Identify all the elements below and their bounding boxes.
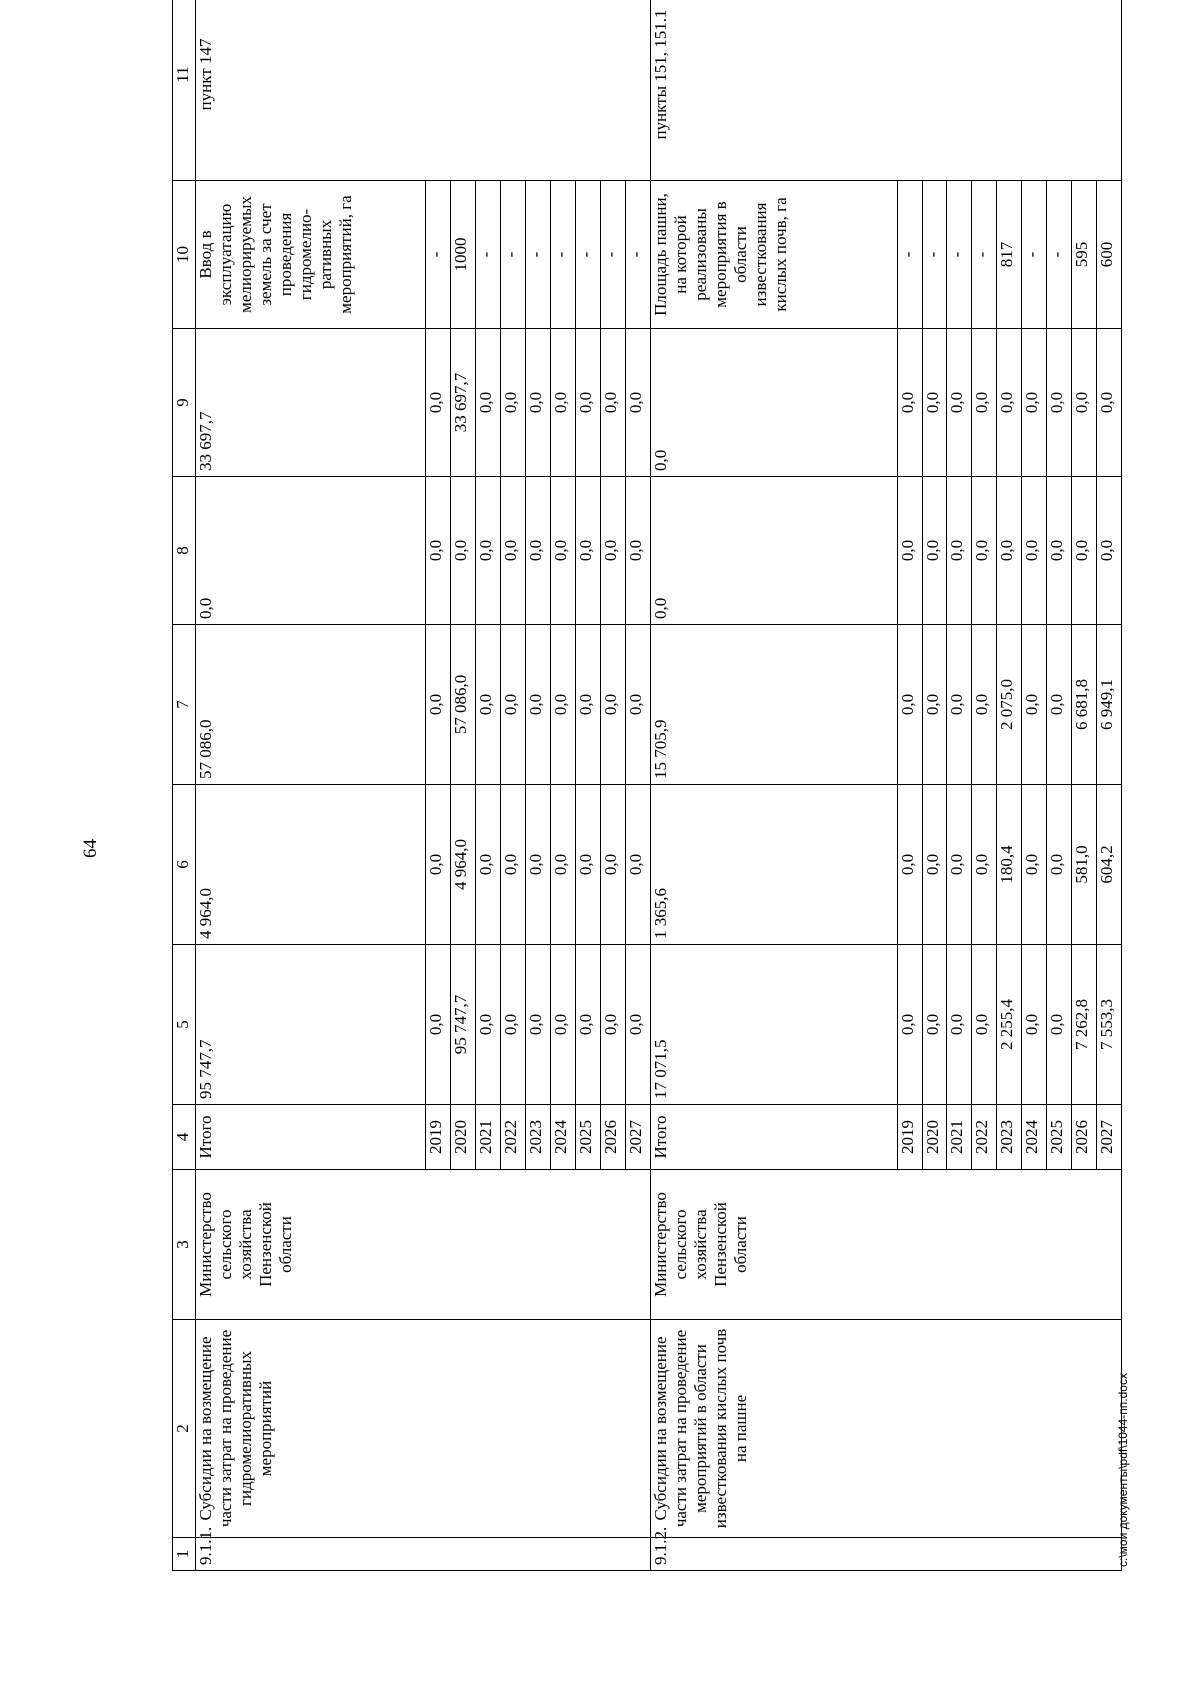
col-9-cell: 0,0 [600, 329, 625, 477]
col-10-cell: - [526, 181, 551, 329]
col-5-cell: 7 553,3 [1096, 945, 1121, 1105]
col-7-cell: 2 075,0 [997, 625, 1022, 785]
executor-name: Министерство сельского хозяйства Пензенской области [650, 1170, 1121, 1320]
program-point: пункты 151, 151.1 [650, 0, 1121, 181]
footer-file-path: c:\мои документы\pdf\1044-пп.docx [1116, 1373, 1130, 1567]
col-7-cell: 0,0 [897, 625, 922, 785]
col-7-cell: 0,0 [501, 625, 526, 785]
col-9-cell: 0,0 [426, 329, 451, 477]
col-9-cell: 0,0 [1072, 329, 1097, 477]
col-6-cell: 0,0 [625, 785, 650, 945]
year-cell: 2022 [501, 1105, 526, 1170]
year-cell: 2025 [1047, 1105, 1072, 1170]
year-cell: 2019 [426, 1105, 451, 1170]
year-cell: 2025 [575, 1105, 600, 1170]
col-8-cell: 0,0 [1096, 477, 1121, 625]
col-6-cell: 0,0 [947, 785, 972, 945]
col-10-cell: - [1022, 181, 1047, 329]
total-label: Итого [196, 1105, 426, 1170]
col-10-cell: - [550, 181, 575, 329]
col-9-cell: 0,0 [1022, 329, 1047, 477]
year-cell: 2027 [1096, 1105, 1121, 1170]
col-7-cell: 0,0 [972, 625, 997, 785]
col-5-cell: 7 262,8 [1072, 945, 1097, 1105]
col-6-cell: 0,0 [972, 785, 997, 945]
col-10-cell: - [501, 181, 526, 329]
col-8-cell: 0,0 [625, 477, 650, 625]
total-col-5: 17 071,5 [650, 945, 897, 1105]
measure-name: Субсидии на возмещение части затрат на проведение мероприятий в области известкования кислых почв на пашне [650, 1320, 1121, 1538]
total-col-7: 57 086,0 [196, 625, 426, 785]
col-9-cell: 0,0 [922, 329, 947, 477]
col-6-cell: 0,0 [426, 785, 451, 945]
col-10-cell: - [947, 181, 972, 329]
col-8-cell: 0,0 [972, 477, 997, 625]
column-header-4: 4 [173, 1105, 196, 1170]
col-10-cell: - [922, 181, 947, 329]
col-7-cell: 0,0 [1047, 625, 1072, 785]
year-cell: 2027 [625, 1105, 650, 1170]
col-7-cell: 0,0 [1022, 625, 1047, 785]
col-7-cell: 0,0 [476, 625, 501, 785]
col-8-cell: 0,0 [451, 477, 476, 625]
col-8-cell: 0,0 [1072, 477, 1097, 625]
col-8-cell: 0,0 [501, 477, 526, 625]
col-5-cell: 0,0 [922, 945, 947, 1105]
col-7-cell: 6 681,8 [1072, 625, 1097, 785]
col-9-cell: 0,0 [1047, 329, 1072, 477]
col-10-cell: - [972, 181, 997, 329]
col-5-cell: 95 747,7 [451, 945, 476, 1105]
year-cell: 2020 [451, 1105, 476, 1170]
col-8-cell: 0,0 [947, 477, 972, 625]
col-9-cell: 0,0 [501, 329, 526, 477]
col-7-cell: 57 086,0 [451, 625, 476, 785]
col-9-cell: 0,0 [897, 329, 922, 477]
col-9-cell: 33 697,7 [451, 329, 476, 477]
page-number: 64 [80, 839, 101, 858]
col-9-cell: 0,0 [476, 329, 501, 477]
col-5-cell: 0,0 [501, 945, 526, 1105]
total-col-9: 33 697,7 [196, 329, 426, 477]
column-header-11: 11 [173, 0, 196, 181]
col-6-cell: 0,0 [897, 785, 922, 945]
col-8-cell: 0,0 [526, 477, 551, 625]
year-cell: 2024 [550, 1105, 575, 1170]
year-cell: 2026 [1072, 1105, 1097, 1170]
col-5-cell: 0,0 [600, 945, 625, 1105]
col-10-cell: - [897, 181, 922, 329]
col-5-cell: 0,0 [550, 945, 575, 1105]
col-5-cell: 0,0 [972, 945, 997, 1105]
year-cell: 2024 [1022, 1105, 1047, 1170]
col-6-cell: 0,0 [600, 785, 625, 945]
col-9-cell: 0,0 [1096, 329, 1121, 477]
col-9-cell: 0,0 [550, 329, 575, 477]
col-9-cell: 0,0 [575, 329, 600, 477]
col-7-cell: 6 949,1 [1096, 625, 1121, 785]
col-5-cell: 0,0 [625, 945, 650, 1105]
col-6-cell: 0,0 [1047, 785, 1072, 945]
program-point: пункт 147 [196, 0, 651, 181]
col-8-cell: 0,0 [1022, 477, 1047, 625]
col-5-cell: 0,0 [476, 945, 501, 1105]
year-cell: 2023 [526, 1105, 551, 1170]
col-9-cell: 0,0 [997, 329, 1022, 477]
total-col-6: 1 365,6 [650, 785, 897, 945]
col-7-cell: 0,0 [426, 625, 451, 785]
year-cell: 2026 [600, 1105, 625, 1170]
col-8-cell: 0,0 [476, 477, 501, 625]
col-7-cell: 0,0 [947, 625, 972, 785]
col-6-cell: 604,2 [1096, 785, 1121, 945]
col-9-cell: 0,0 [972, 329, 997, 477]
col-8-cell: 0,0 [426, 477, 451, 625]
col-7-cell: 0,0 [550, 625, 575, 785]
program-row-total [196, 0, 426, 1571]
total-col-7: 15 705,9 [650, 625, 897, 785]
row-number: 9.1.1. [196, 1538, 651, 1571]
col-7-cell: 0,0 [575, 625, 600, 785]
column-header-6: 6 [173, 785, 196, 945]
col-5-cell: 0,0 [526, 945, 551, 1105]
column-header-8: 8 [173, 477, 196, 625]
total-col-5: 95 747,7 [196, 945, 426, 1105]
col-10-cell: - [476, 181, 501, 329]
col-8-cell: 0,0 [922, 477, 947, 625]
col-5-cell: 0,0 [426, 945, 451, 1105]
col-8-cell: 0,0 [997, 477, 1022, 625]
total-label: Итого [650, 1105, 897, 1170]
col-8-cell: 0,0 [575, 477, 600, 625]
col-6-cell: 0,0 [550, 785, 575, 945]
row-number: 9.1.2. [650, 1538, 1121, 1571]
col-5-cell: 0,0 [1022, 945, 1047, 1105]
col-6-cell: 0,0 [476, 785, 501, 945]
col-6-cell: 0,0 [922, 785, 947, 945]
total-col-8: 0,0 [196, 477, 426, 625]
col-5-cell: 0,0 [575, 945, 600, 1105]
col-8-cell: 0,0 [897, 477, 922, 625]
column-header-9: 9 [173, 329, 196, 477]
total-col-9: 0,0 [650, 329, 897, 477]
col-9-cell: 0,0 [947, 329, 972, 477]
col-6-cell: 4 964,0 [451, 785, 476, 945]
year-cell: 2021 [947, 1105, 972, 1170]
col-6-cell: 0,0 [501, 785, 526, 945]
col-10-cell: - [625, 181, 650, 329]
col-10-cell: 595 [1072, 181, 1097, 329]
year-cell: 2020 [922, 1105, 947, 1170]
year-cell: 2022 [972, 1105, 997, 1170]
indicator-name: Площадь пашни, на которой реализованы мероприятия в области известкования кислых почв, га [650, 181, 897, 329]
col-5-cell: 0,0 [1047, 945, 1072, 1105]
col-10-cell: - [1047, 181, 1072, 329]
col-8-cell: 0,0 [1047, 477, 1072, 625]
total-col-6: 4 964,0 [196, 785, 426, 945]
col-6-cell: 0,0 [575, 785, 600, 945]
col-6-cell: 0,0 [526, 785, 551, 945]
col-10-cell: - [426, 181, 451, 329]
column-header-1: 1 [173, 1538, 196, 1571]
col-7-cell: 0,0 [922, 625, 947, 785]
column-header-10: 10 [173, 181, 196, 329]
program-table [172, 0, 1122, 1571]
col-9-cell: 0,0 [526, 329, 551, 477]
col-10-cell: 817 [997, 181, 1022, 329]
year-cell: 2023 [997, 1105, 1022, 1170]
col-10-cell: - [575, 181, 600, 329]
col-5-cell: 0,0 [897, 945, 922, 1105]
year-cell: 2021 [476, 1105, 501, 1170]
indicator-name: Ввод в эксплуатацию мелиорируемых земель за счет проведения гидромелио-ративных мероприятий, га [196, 181, 426, 329]
column-header-7: 7 [173, 625, 196, 785]
col-5-cell: 2 255,4 [997, 945, 1022, 1105]
col-10-cell: 1000 [451, 181, 476, 329]
col-7-cell: 0,0 [526, 625, 551, 785]
total-col-8: 0,0 [650, 477, 897, 625]
column-header-2: 2 [173, 1320, 196, 1538]
header-row [173, 0, 196, 1571]
column-header-5: 5 [173, 945, 196, 1105]
program-row-total [650, 0, 897, 1571]
year-cell: 2019 [897, 1105, 922, 1170]
col-7-cell: 0,0 [600, 625, 625, 785]
col-8-cell: 0,0 [600, 477, 625, 625]
col-8-cell: 0,0 [550, 477, 575, 625]
col-6-cell: 581,0 [1072, 785, 1097, 945]
column-header-3: 3 [173, 1170, 196, 1320]
executor-name: Министерство сельского хозяйства Пензенской области [196, 1170, 651, 1320]
col-6-cell: 180,4 [997, 785, 1022, 945]
col-7-cell: 0,0 [625, 625, 650, 785]
col-5-cell: 0,0 [947, 945, 972, 1105]
col-9-cell: 0,0 [625, 329, 650, 477]
measure-name: Субсидии на возмещение части затрат на проведение гидромелиоративных мероприятий [196, 1320, 651, 1538]
col-10-cell: - [600, 181, 625, 329]
col-6-cell: 0,0 [1022, 785, 1047, 945]
col-10-cell: 600 [1096, 181, 1121, 329]
